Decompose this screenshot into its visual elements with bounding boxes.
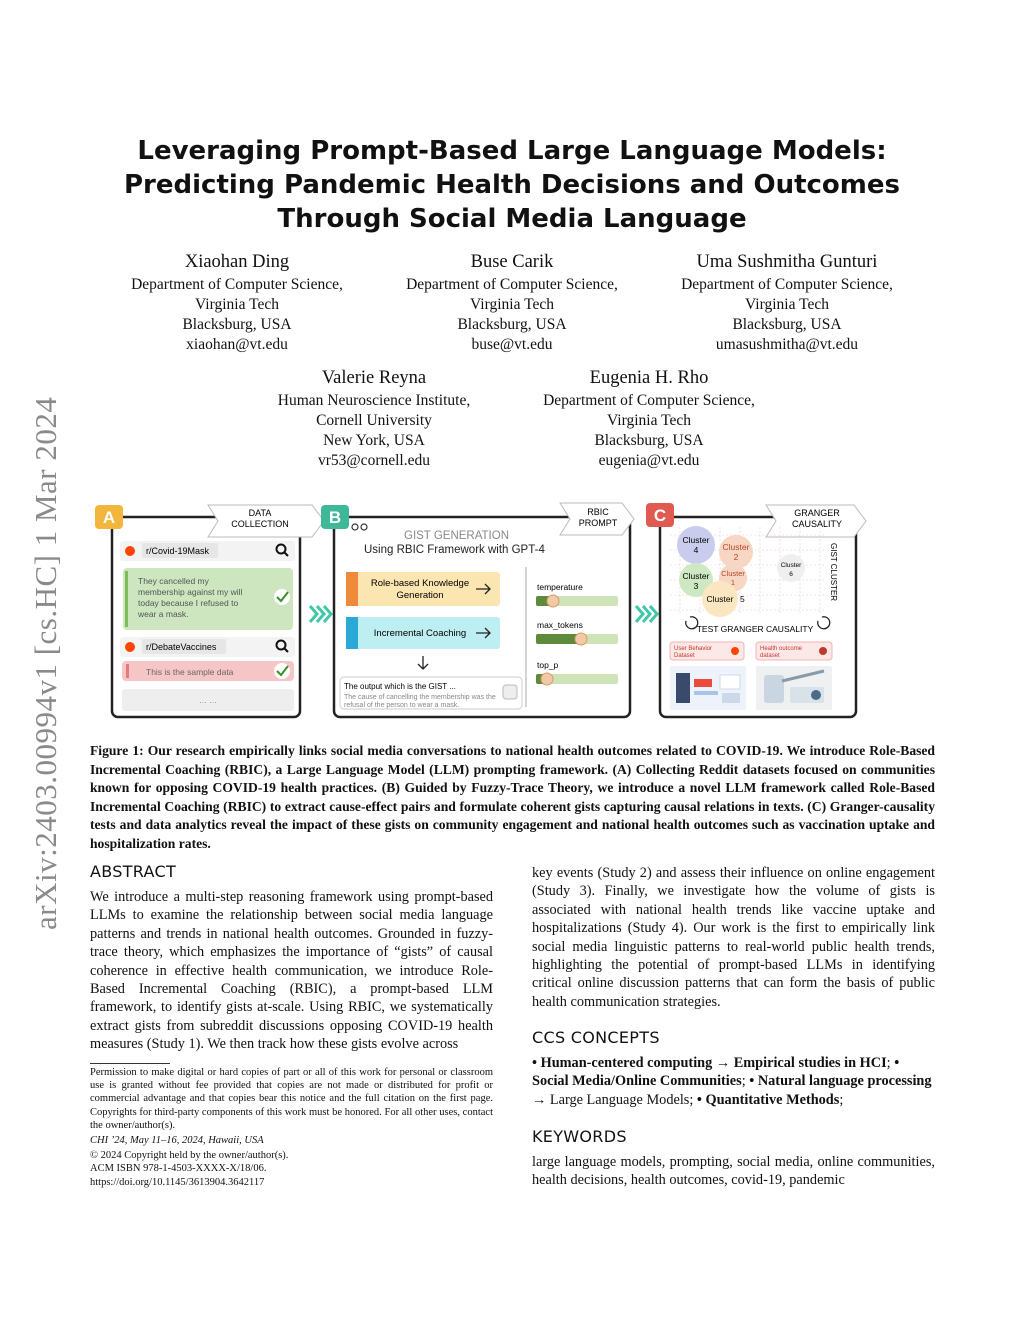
panel-a-tag-line1: DATA	[248, 508, 272, 518]
ccs-sep: ;	[886, 1055, 895, 1071]
panel-a	[95, 505, 324, 717]
arxiv-stamp	[0, 355, 63, 935]
ccs-arrow: →	[532, 1091, 550, 1108]
cluster-number: 2	[733, 552, 739, 562]
paper-title: Leveraging Prompt-Based Large Language Models: Predicting Pandemic Health Decisions and Outcomes Through Social Media Language	[124, 136, 900, 234]
post-text: today because I refused to	[138, 598, 239, 608]
author-location: New York, USA	[323, 432, 425, 449]
abstract-heading: ABSTRACT	[90, 862, 177, 881]
cluster-number: 6	[789, 571, 793, 578]
ccs-term: • Quantitative Methods	[696, 1091, 840, 1108]
slider-handle	[575, 633, 587, 645]
gist-cluster-label: GIST CLUSTER	[829, 543, 838, 602]
cluster-number: 5	[740, 594, 745, 604]
author-email: eugenia@vt.edu	[598, 452, 700, 469]
output-text: The output which is the GIST ...	[344, 682, 456, 691]
permission-notice: Permission to make digital or hard copies of part or all of this work for personal or classroom use is granted without fee provided that copies are not made or distributed for profit or commercial advantage and that copies bear this notice and the full citation on the first page. Copyrights for third-party components of this work must be honored. For all other uses, contact the owner/author(s).	[90, 1067, 493, 1131]
author-name: Uma Sushmitha Gunturi	[696, 252, 878, 272]
flow-arrow-icon	[310, 606, 331, 622]
panel-b-tag-line2: PROMPT	[578, 518, 618, 528]
panel-b	[321, 503, 634, 717]
author-email: buse@vt.edu	[471, 336, 553, 353]
cluster-label: Cluster	[682, 535, 710, 545]
keywords-text: large language models, prompting, social media, online communities, health decisions, health outcomes, covid-19, pandemic	[532, 1154, 935, 1189]
dataset-chip-text: User Behavior	[674, 646, 713, 652]
ccs-term: • Social Media/Online Communities	[532, 1055, 900, 1090]
reddit-icon	[731, 647, 739, 655]
panel-a-letter: A	[102, 508, 116, 527]
panel-b-tag-line1: RBIC	[587, 507, 609, 517]
health-icon	[819, 647, 827, 655]
abstract-text: We introduce a multi-step reasoning framework using prompt-based LLMs to examine the relationship between social media language patterns and trends in national health outcomes. Grounded in fuzzy-trace theory, which emphasizes the importance of “gists” of causal coherence in effective health communication, we introduce Role-Based Incremental Coaching (RBIC), a prompt-based LLM framework, to identify gists at-scale. Using RBIC, we systematically extract gists from subreddit discussions opposing COVID-19 health measures (Study 1). We then track how these gists evolve across	[90, 889, 493, 1053]
post-text: They cancelled my	[138, 576, 209, 586]
post-text: membership against my will	[138, 587, 243, 597]
author-affiliation: Human Neuroscience Institute,	[277, 392, 471, 409]
cluster-label: Cluster	[780, 562, 802, 569]
panel-a-tag-line2: COLLECTION	[231, 519, 289, 529]
author-block	[234, 366, 514, 471]
post-text: This is the sample data	[146, 667, 234, 677]
gist-heading: GIST GENERATION	[404, 530, 510, 542]
author-name: Eugenia H. Rho	[589, 368, 709, 388]
ccs-term: Large Language Models	[549, 1091, 690, 1108]
author-name: Valerie Reyna	[321, 368, 427, 388]
author-institution: Cornell University	[316, 412, 432, 429]
slider-handle	[547, 595, 559, 607]
dataset-chip-text: Dataset	[674, 653, 695, 659]
author-block	[372, 250, 652, 355]
ccs-concepts	[532, 1054, 935, 1109]
author-email: xiaohan@vt.edu	[186, 336, 288, 353]
cluster-number: 4	[693, 545, 699, 555]
author-name: Buse Carik	[470, 252, 554, 272]
author-location: Blacksburg, USA	[594, 432, 704, 449]
panel-c-tag-line2: CAUSALITY	[791, 519, 843, 529]
output-text: The cause of cancelling the membership was the	[344, 694, 496, 701]
abstract-continued	[532, 864, 935, 1011]
ccs-sep: ;	[741, 1073, 750, 1090]
panel-c	[646, 503, 866, 717]
cluster-label: Cluster	[722, 542, 750, 552]
ccs-sep: ;	[839, 1091, 844, 1108]
author-block	[509, 366, 789, 471]
role-box-text: Role-based Knowledge	[370, 578, 470, 589]
author-email: umasushmitha@vt.edu	[715, 336, 859, 353]
role-box-text: Generation	[396, 590, 444, 601]
cluster-label: Cluster	[721, 569, 745, 578]
coaching-box-text: Incremental Coaching	[373, 628, 467, 639]
more-posts: ... ...	[199, 695, 217, 705]
author-institution: Virginia Tech	[607, 412, 691, 429]
figure-caption: Figure 1: Our research empirically links social media conversations to national health outcomes related to COVID-19. We introduce Role-Based Incremental Coaching (RBIC), a Large Language Model (LLM) prompting framework. (A) Collecting Reddit datasets focused on communities known for opposing COVID-19 health practices. (B) Guided by Fuzzy-Trace Theory, we introduce a novel LLM framework called Role-Based Incremental Coaching (RBIC) to extract cause-effect pairs and formulate coherent gists capturing causal relations in texts. (C) Granger-causality tests and data analytics reveal the impact of these gists on community engagement and national health outcomes such as vaccination uptake and hospitalization rates.	[90, 743, 935, 851]
ccs-sep: ;	[689, 1091, 697, 1108]
author-affiliation: Department of Computer Science,	[681, 276, 893, 293]
analytics-image	[670, 666, 746, 710]
slider-label: temperature	[537, 582, 583, 592]
cluster-label: Cluster	[706, 594, 734, 604]
dataset-chip-text: dataset	[760, 653, 780, 659]
gist-subheading: Using RBIC Framework with GPT-4	[364, 544, 545, 556]
cluster-number: 1	[730, 578, 736, 587]
keywords-section	[532, 1127, 935, 1190]
author-institution: Virginia Tech	[745, 296, 829, 313]
author-name: Xiaohan Ding	[184, 252, 290, 272]
author-block	[647, 250, 927, 355]
author-email: vr53@cornell.edu	[318, 452, 430, 469]
author-affiliation: Department of Computer Science,	[543, 392, 755, 409]
copyright: © 2024 Copyright held by the owner/author(s).	[90, 1150, 289, 1162]
abstract-text-continued: key events (Study 2) and assess their influence on online engagement (Study 3). Finally, we investigate how the volume of gists is associated with national health trends like vaccine uptake and hospitalizations (Study 4). Our work is the first to empirically link social media linguistic patterns to real-world public health trends, highlighting the potential of prompt-based LLMs in identifying critical online discussion patterns that can form the basis of public health communication strategies.	[532, 865, 935, 1010]
panel-c-tag-line1: GRANGER	[794, 508, 840, 518]
author-location: Blacksburg, USA	[182, 316, 292, 333]
subreddit-label: r/DebateVaccines	[146, 642, 217, 652]
keywords-heading: KEYWORDS	[532, 1127, 627, 1146]
post-text: wear a mask.	[138, 609, 189, 619]
granger-test-label: TEST GRANGER CAUSALITY	[696, 624, 814, 634]
author-institution: Virginia Tech	[195, 296, 279, 313]
check-icon	[274, 589, 290, 605]
reddit-icon	[125, 546, 135, 556]
send-icon	[503, 685, 517, 699]
ccs-term: • Natural language processing	[749, 1073, 932, 1090]
author-affiliation: Department of Computer Science,	[406, 276, 618, 293]
venue: CHI ’24, May 11–16, 2024, Hawaii, USA	[90, 1135, 264, 1147]
author-block	[97, 250, 377, 355]
abstract-section	[90, 862, 493, 1054]
ccs-heading: CCS CONCEPTS	[532, 1028, 660, 1047]
author-location: Blacksburg, USA	[732, 316, 842, 333]
ccs-section	[532, 1028, 935, 1109]
ccs-term: • Human-centered computing	[532, 1055, 713, 1071]
isbn: ACM ISBN 978-1-4503-XXXX-X/18/06.	[90, 1163, 267, 1175]
panel-b-letter: B	[328, 508, 342, 527]
vaccine-image	[756, 666, 832, 710]
author-affiliation: Department of Computer Science,	[131, 276, 343, 293]
author-location: Blacksburg, USA	[457, 316, 567, 333]
slider-handle	[541, 673, 553, 685]
ccs-arrow: →	[712, 1055, 734, 1071]
arxiv-id: arXiv:2403.00994v1 [cs.HC] 1 Mar 2024	[28, 396, 63, 930]
doi-link[interactable]: https://doi.org/10.1145/3613904.3642117	[90, 1176, 265, 1188]
author-institution: Virginia Tech	[470, 296, 554, 313]
dataset-chip-text: Health outcome	[760, 646, 803, 652]
permission-block	[90, 1066, 493, 1189]
footnote-rule	[90, 1063, 170, 1064]
cluster-label: Cluster	[682, 571, 710, 581]
cluster-number: 3	[693, 581, 699, 591]
check-icon	[274, 663, 290, 679]
slider-label: max_tokens	[537, 620, 583, 630]
output-text: refusal of the person to wear a mask.	[344, 702, 460, 709]
subreddit-label: r/Covid-19Mask	[146, 546, 210, 556]
figure-1	[90, 495, 930, 725]
flow-arrow-icon	[636, 606, 657, 622]
panel-c-letter: C	[653, 506, 667, 525]
ccs-term: Empirical studies in HCI	[733, 1055, 887, 1071]
slider-label: top_p	[537, 660, 559, 670]
reddit-icon	[125, 642, 135, 652]
